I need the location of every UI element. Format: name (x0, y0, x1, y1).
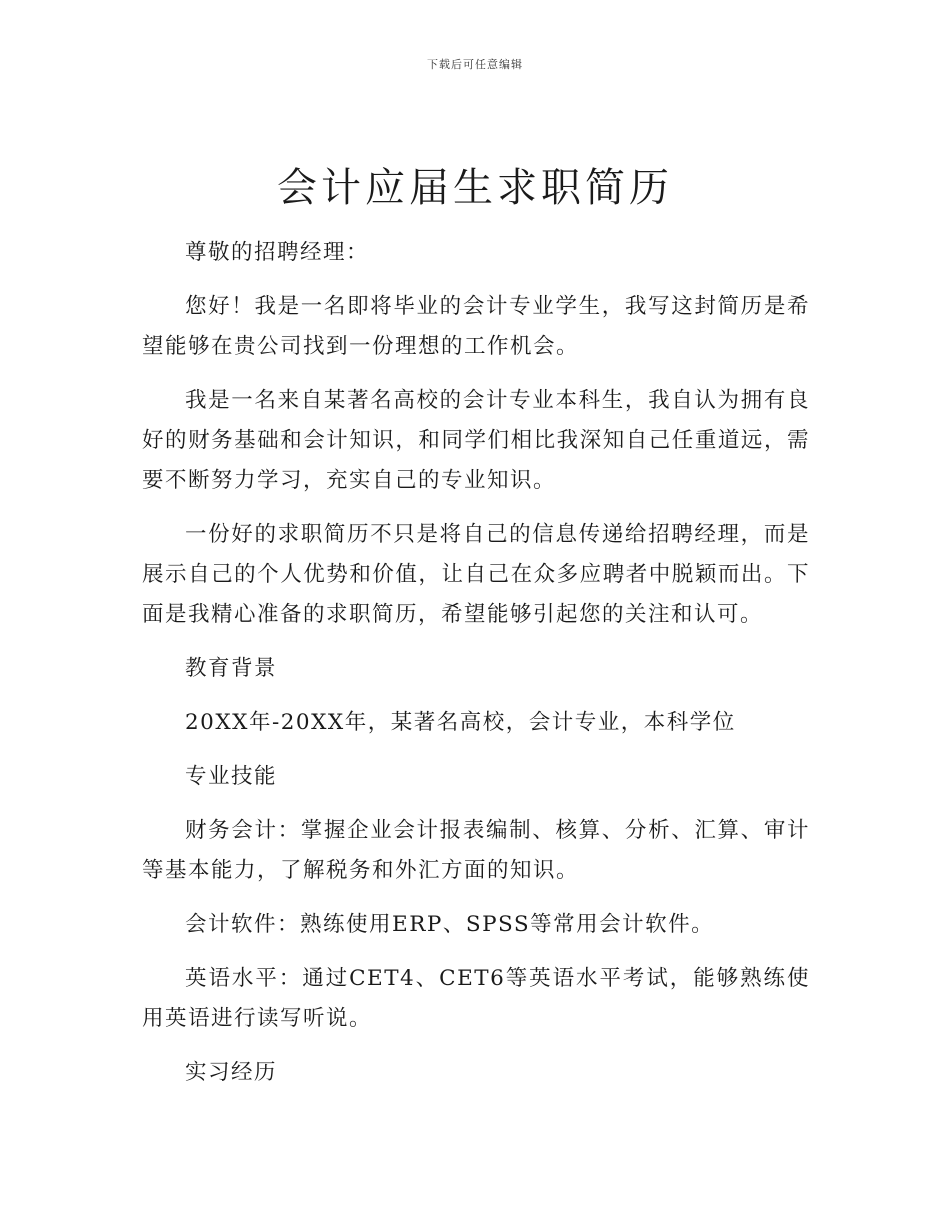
education-entry: 20XX年-20XX年，某著名高校，会计专业，本科学位 (185, 710, 736, 735)
self-intro-paragraph: 我是一名来自某著名高校的会计专业本科生，我自认为拥有良好的财务基础和会计知识，和同学们相比我深知自己任重道远，需要不断努力学习，充实自己的专业知识。 (142, 388, 810, 493)
skill-english: 英语水平：通过CET4、CET6等英语水平考试，能够熟练使用英语进行读写听说。 (142, 966, 810, 1031)
salutation: 尊敬的招聘经理： (185, 240, 370, 265)
skill-financial-accounting: 财务会计：掌握企业会计报表编制、核算、分析、汇算、审计等基本能力，了解税务和外汇方面的知识。 (142, 818, 810, 883)
skill-accounting-software: 会计软件：熟练使用ERP、SPSS等常用会计软件。 (185, 912, 715, 937)
document-title: 会计应届生求职简历 (277, 165, 673, 211)
section-heading-education: 教育背景 (185, 656, 278, 681)
greeting-paragraph: 您好！我是一名即将毕业的会计专业学生，我写这封简历是希望能够在贵公司找到一份理想的工作机会。 (142, 294, 810, 359)
section-heading-internship: 实习经历 (185, 1060, 278, 1085)
document-body (142, 233, 810, 1107)
section-heading-skills: 专业技能 (185, 764, 278, 789)
resume-purpose-paragraph: 一份好的求职简历不只是将自己的信息传递给招聘经理，而是展示自己的个人优势和价值，让自己在众多应聘者中脱颖而出。下面是我精心准备的求职简历，希望能够引起您的关注和认可。 (142, 522, 810, 627)
header-note: 下载后可任意编辑 (427, 58, 523, 71)
